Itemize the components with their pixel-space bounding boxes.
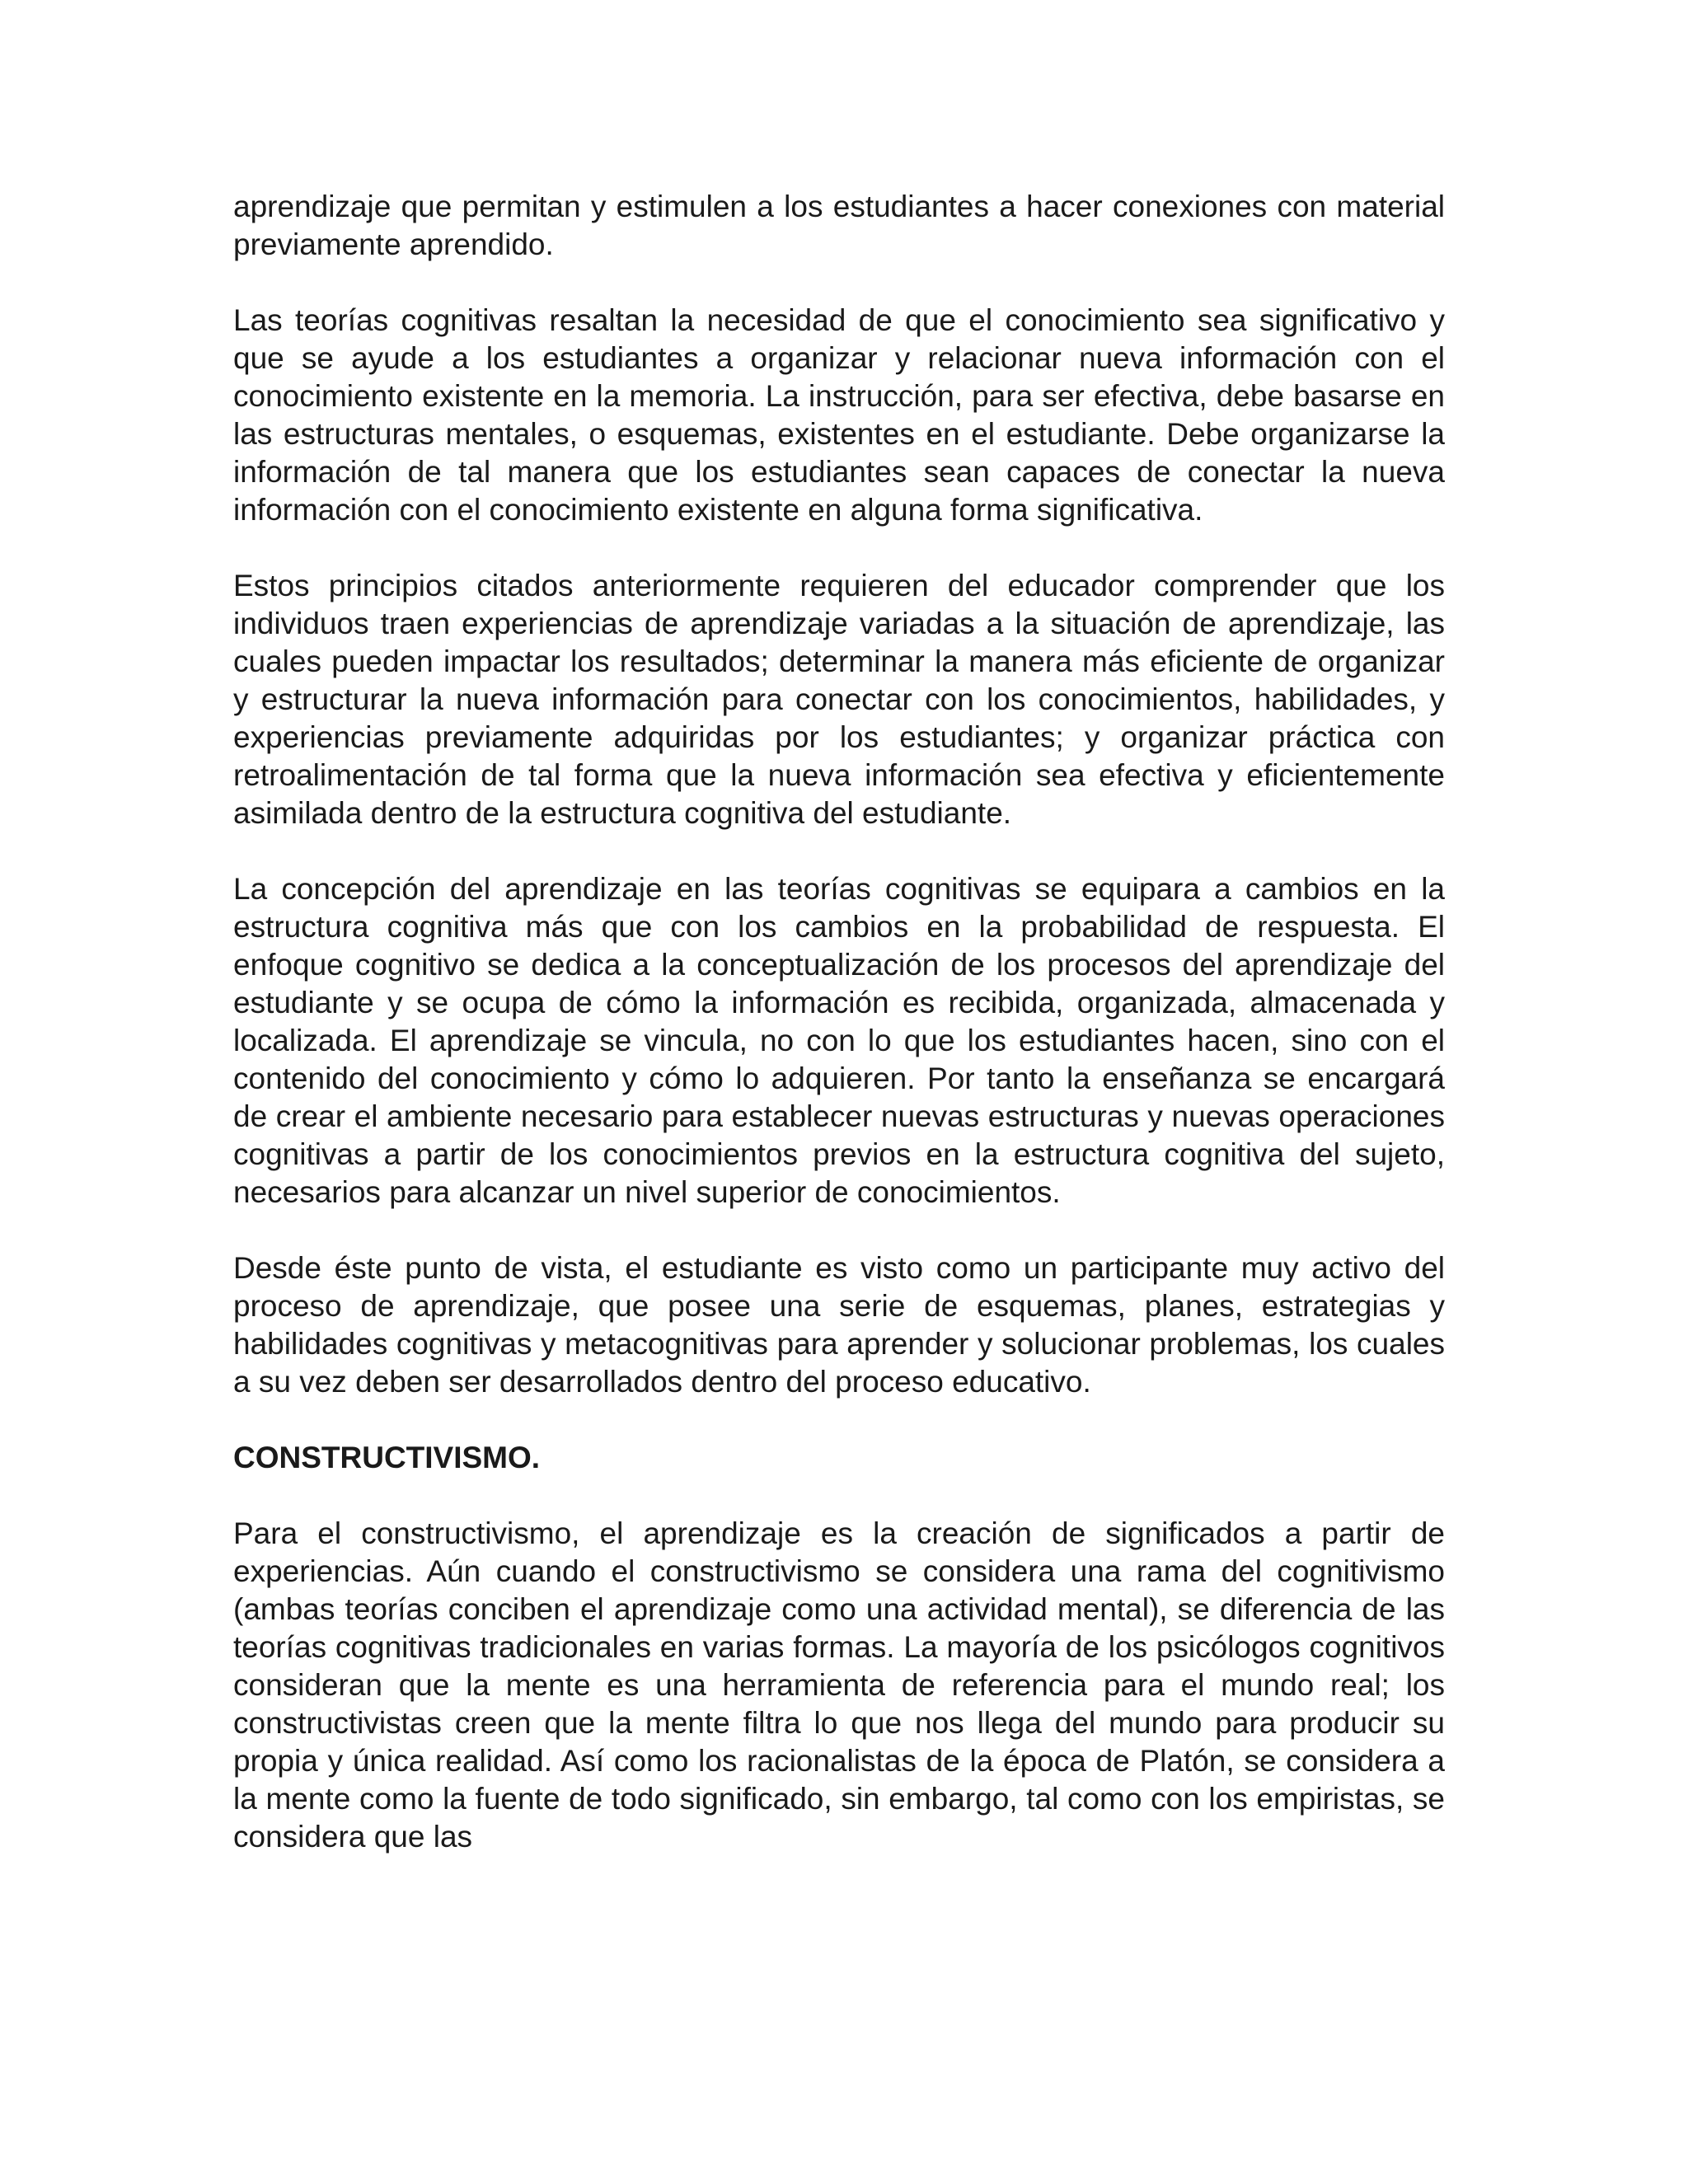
paragraph-principles: Estos principios citados anteriormente requieren del educador comprender que los individuos traen experiencias de aprendizaje variadas a la situación de aprendizaje, las cuales pueden impactar los resultados; determinar la manera más eficiente de organizar y estructurar la nueva información para conectar con los conocimientos, habilidades, y experiencias previamente adquiridas por los estudiantes; y organizar práctica con retroalimentación de tal forma que la nueva información sea efectiva y eficientemente asimilada dentro de la estructura cognitiva del estudiante. [233,569,1445,830]
paragraph-connections: aprendizaje que permitan y estimulen a los estudiantes a hacer conexiones con material previamente aprendido. [233,190,1445,261]
section-heading-constructivismo: CONSTRUCTIVISMO. [233,1441,541,1474]
paragraph-cognitive-theories: Las teorías cognitivas resaltan la necesidad de que el conocimiento sea significativo y que se ayude a los estudiantes a organizar y relacionar nueva información con el conocimiento existente en la memoria. La instrucción, para ser efectiva, debe basarse en las estructuras mentales, o esquemas, existentes en el estudiante. Debe organizarse la información de tal manera que los estudiantes sean capaces de conectar la nueva información con el conocimiento existente en alguna forma significativa. [233,303,1445,527]
paragraph-learning-conception: La concepción del aprendizaje en las teorías cognitivas se equipara a cambios en la estructura cognitiva más que con los cambios en la probabilidad de respuesta. El enfoque cognitivo se dedica a la conceptualización de los procesos del aprendizaje del estudiante y se ocupa de cómo la información es recibida, organizada, almacenada y localizada. El aprendizaje se vincula, no con lo que los estudiantes hacen, sino con el contenido del conocimiento y cómo lo adquieren. Por tanto la enseñanza se encargará de crear el ambiente necesario para establecer nuevas estructuras y nuevas operaciones cognitivas a partir de los conocimientos previos en la estructura cognitiva del sujeto, necesarios para alcanzar un nivel superior de conocimientos. [233,872,1445,1209]
document-body [233,188,1445,1894]
paragraph-constructivism: Para el constructivismo, el aprendizaje es la creación de significados a partir de experiencias. Aún cuando el constructivismo se considera una rama del cognitivismo (ambas teorías conciben el aprendizaje como una actividad mental), se diferencia de las teorías cognitivas tradicionales en varias formas. La mayoría de los psicólogos cognitivos consideran que la mente es una herramienta de referencia para el mundo real; los constructivistas creen que la mente filtra lo que nos llega del mundo para producir su propia y única realidad. Así como los racionalistas de la época de Platón, se considera a la mente como la fuente de todo significado, sin embargo, tal como con los empiristas, se considera que las [233,1516,1445,1854]
paragraph-active-student: Desde éste punto de vista, el estudiante es visto como un participante muy activo del proceso de aprendizaje, que posee una serie de esquemas, planes, estrategias y habilidades cognitivas y metacognitivas para aprender y solucionar problemas, los cuales a su vez deben ser desarrollados dentro del proceso educativo. [233,1251,1445,1399]
